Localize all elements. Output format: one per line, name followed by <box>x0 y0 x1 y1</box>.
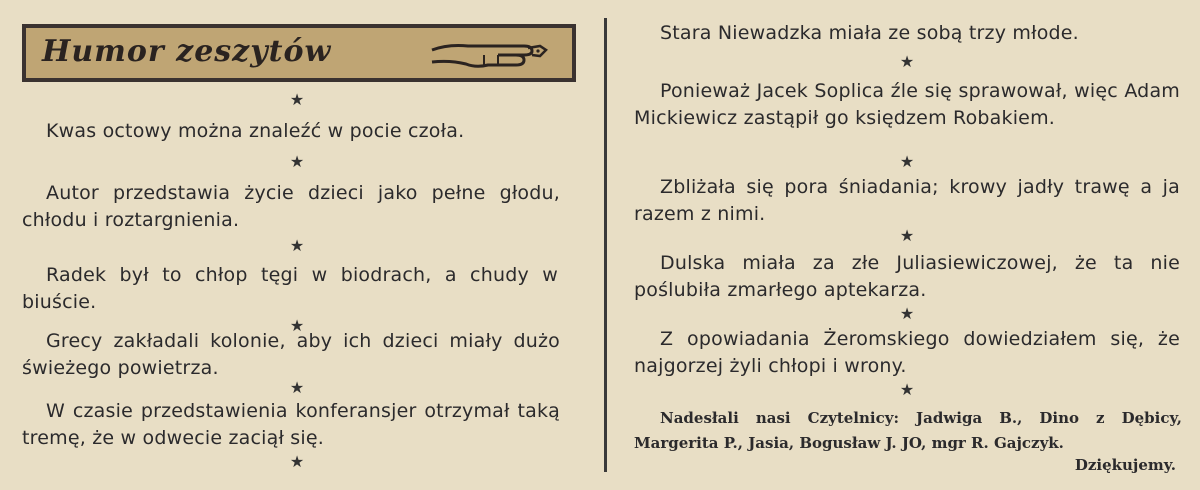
joke-item: Stara Niewadzka miała ze sobą trzy młode. <box>660 22 1079 44</box>
credits-text: Nadesłali nasi Czytelnicy: Jadwiga B., Dino z Dębicy, Margerita P., Jasia, Bogusław J. JO, mgr R. Gajczyk. <box>634 409 1182 452</box>
joke-item: Autor przedstawia życie dzieci jako pełne głodu, chłodu i roztargnienia. <box>22 182 560 231</box>
right-column <box>634 14 1182 484</box>
separator-star: ★ <box>899 304 915 323</box>
separator-star: ★ <box>289 378 305 397</box>
separator-star: ★ <box>289 316 305 335</box>
separator-star: ★ <box>899 52 915 71</box>
joke-item: Radek był to chłop tęgi w biodrach, a chudy w biuście. <box>22 264 558 313</box>
pointing-hand-icon <box>428 36 558 72</box>
separator-star: ★ <box>289 152 305 171</box>
separator-star: ★ <box>289 90 305 109</box>
section-title: Humor zeszytów <box>42 34 332 69</box>
joke-item: Dulska miała za złe Juliasiewiczowej, że ta nie poślubiła zmarłego aptekarza. <box>634 252 1180 301</box>
separator-star: ★ <box>289 452 305 471</box>
joke-item: Zbliżała się pora śniadania; krowy jadły trawę a ja razem z nimi. <box>634 176 1180 225</box>
joke-item: W czasie przedstawienia konferansjer otrzymał taką tremę, że w odwecie zaciął się. <box>22 400 560 449</box>
joke-item: Grecy zakładali kolonie, aby ich dzieci miały dużo świeżego powietrza. <box>22 330 560 379</box>
separator-star: ★ <box>899 152 915 171</box>
joke-item: Z opowiadania Żeromskiego dowiedziałem się, że najgorzej żyli chłopi i wrony. <box>634 328 1180 377</box>
column-divider <box>604 18 607 472</box>
separator-star: ★ <box>289 236 305 255</box>
joke-item: Kwas octowy można znaleźć w pocie czoła. <box>46 120 465 142</box>
separator-star: ★ <box>899 380 915 399</box>
thanks-text: Dziękujemy. <box>1074 456 1176 474</box>
left-column <box>22 14 580 484</box>
separator-star: ★ <box>899 226 915 245</box>
joke-item: Ponieważ Jacek Soplica źle się sprawował, więc Adam Mickiewicz zastąpił go księdzem Robakiem. <box>634 80 1180 129</box>
section-header <box>22 24 576 82</box>
